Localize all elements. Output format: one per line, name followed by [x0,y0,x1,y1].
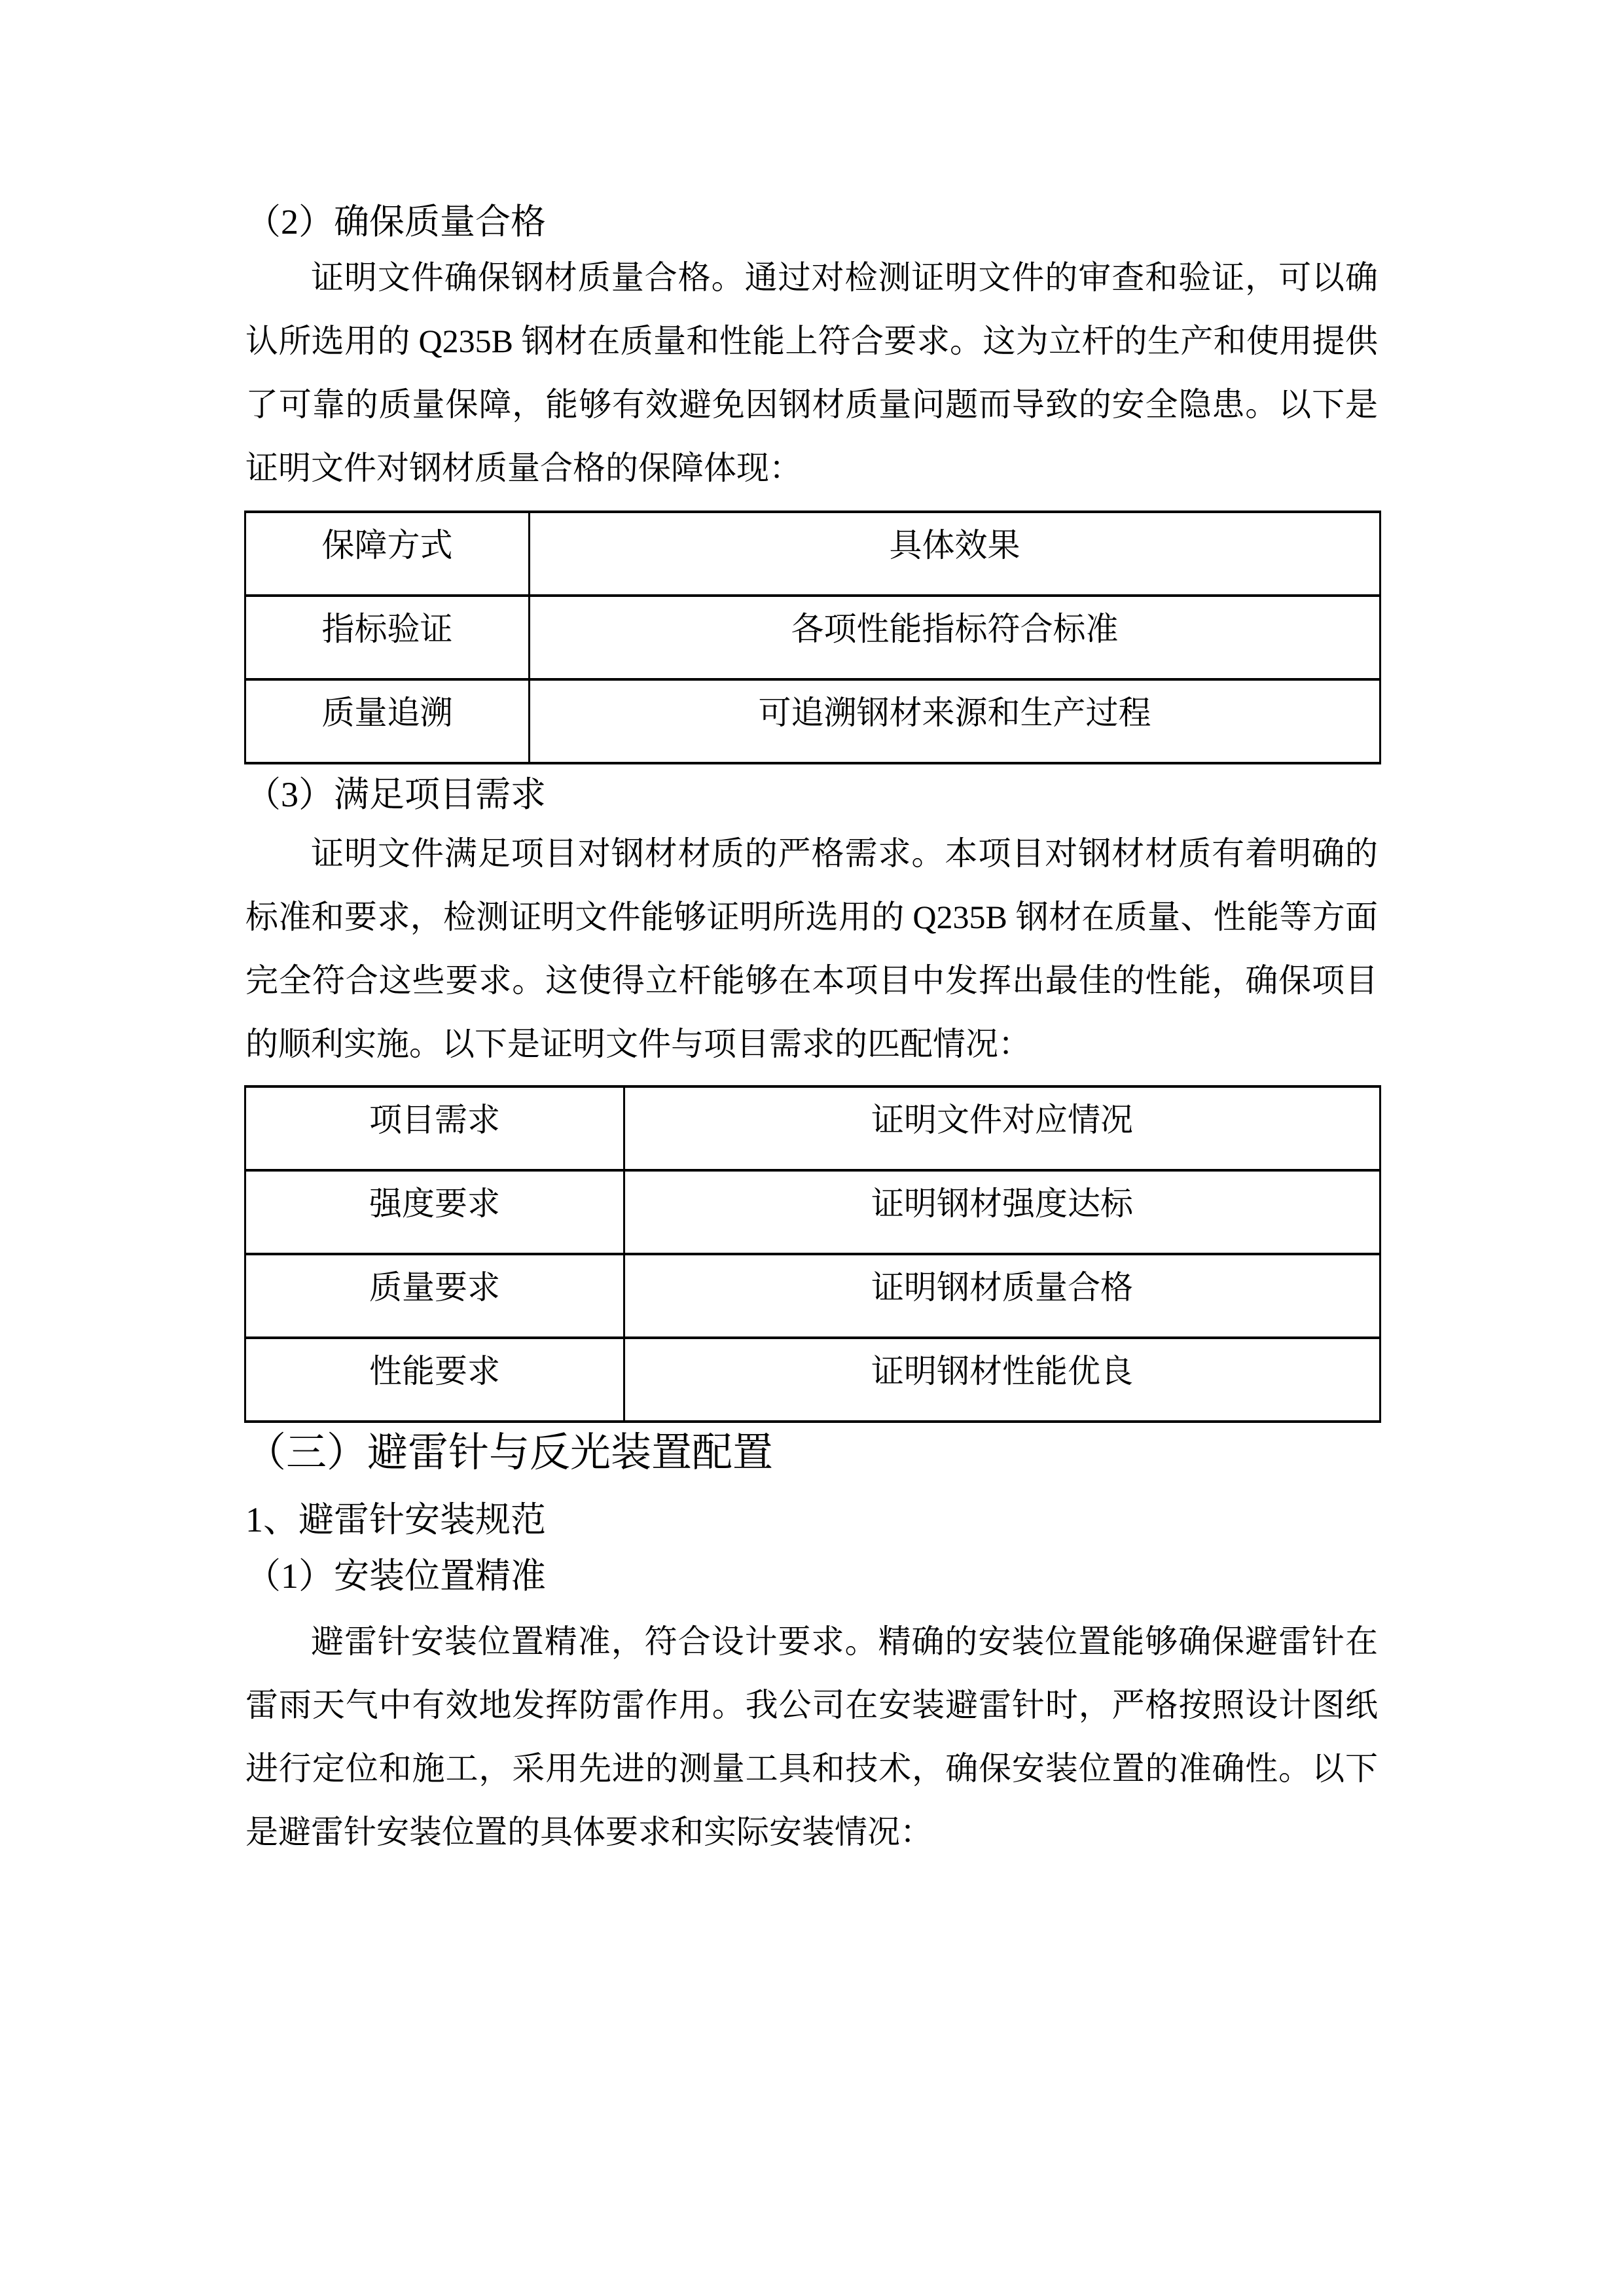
table-row [246,1169,1379,1253]
heading-meet-demand: （3）满足项目需求 [245,775,546,814]
table-header-cell: 具体效果 [889,527,1020,564]
table-cell: 证明钢材强度达标 [871,1185,1133,1222]
paragraph-line: 避雷针安装位置精准，符合设计要求。精确的安装位置能够确保避雷针在 [311,1623,1378,1660]
table-cell: 指标验证 [246,597,530,678]
table-row [246,1253,1379,1336]
paragraph-line: 标准和要求，检测证明文件能够证明所选用的 Q235B 钢材在质量、性能等方面 [245,899,1378,935]
table-cell: 性能要求 [246,1339,625,1420]
table-row [246,1088,1379,1169]
paragraph-lightning [245,1610,1378,1864]
paragraph-line: 完全符合这些要求。这使得立杆能够在本项目中发挥出最佳的性能，确保项目 [245,962,1378,999]
table-header-cell: 保障方式 [246,513,530,594]
paragraph-line: 证明文件对钢材质量合格的保障体现： [245,450,802,486]
quality-guarantee-table [244,511,1381,764]
paragraph-demand [245,822,1378,1076]
table-cell: 证明钢材质量合格 [871,1269,1133,1306]
table-row [246,1336,1379,1420]
table-cell: 质量要求 [246,1255,625,1336]
table-row [246,678,1379,762]
table-header-cell: 证明文件对应情况 [871,1102,1133,1138]
paragraph-line: 的顺利实施。以下是证明文件与项目需求的匹配情况： [245,1026,1031,1062]
table-header-cell: 项目需求 [246,1088,625,1169]
paragraph-quality [245,246,1378,500]
paragraph-line: 是避雷针安装位置的具体要求和实际安装情况： [245,1814,933,1850]
table-row [246,513,1379,594]
paragraph-line: 证明文件确保钢材质量合格。通过对检测证明文件的审查和验证，可以确 [311,259,1378,296]
subheading-precise-position: （1）安装位置精准 [245,1556,546,1596]
table-row [246,594,1379,678]
subheading-installation-standard: 1、避雷针安装规范 [245,1500,546,1539]
table-cell: 各项性能指标符合标准 [791,611,1119,647]
paragraph-line: 证明文件满足项目对钢材材质的严格需求。本项目对钢材材质有着明确的 [311,835,1378,872]
paragraph-line: 雷雨天气中有效地发挥防雷作用。我公司在安装避雷针时，严格按照设计图纸 [245,1687,1378,1723]
table-cell: 证明钢材性能优良 [871,1353,1133,1390]
paragraph-line: 进行定位和施工，采用先进的测量工具和技术，确保安装位置的准确性。以下 [245,1750,1378,1787]
heading-ensure-quality: （2）确保质量合格 [245,202,546,242]
table-cell: 可追溯钢材来源和生产过程 [758,694,1151,731]
project-demand-table [244,1085,1381,1423]
paragraph-line: 了可靠的质量保障，能够有效避免因钢材质量问题而导致的安全隐患。以下是 [245,386,1378,423]
table-cell: 强度要求 [246,1172,625,1253]
table-cell: 质量追溯 [246,681,530,762]
paragraph-line: 认所选用的 Q235B 钢材在质量和性能上符合要求。这为立杆的生产和使用提供 [245,323,1378,359]
heading-lightning-rod-section: （三）避雷针与反光装置配置 [245,1431,774,1475]
